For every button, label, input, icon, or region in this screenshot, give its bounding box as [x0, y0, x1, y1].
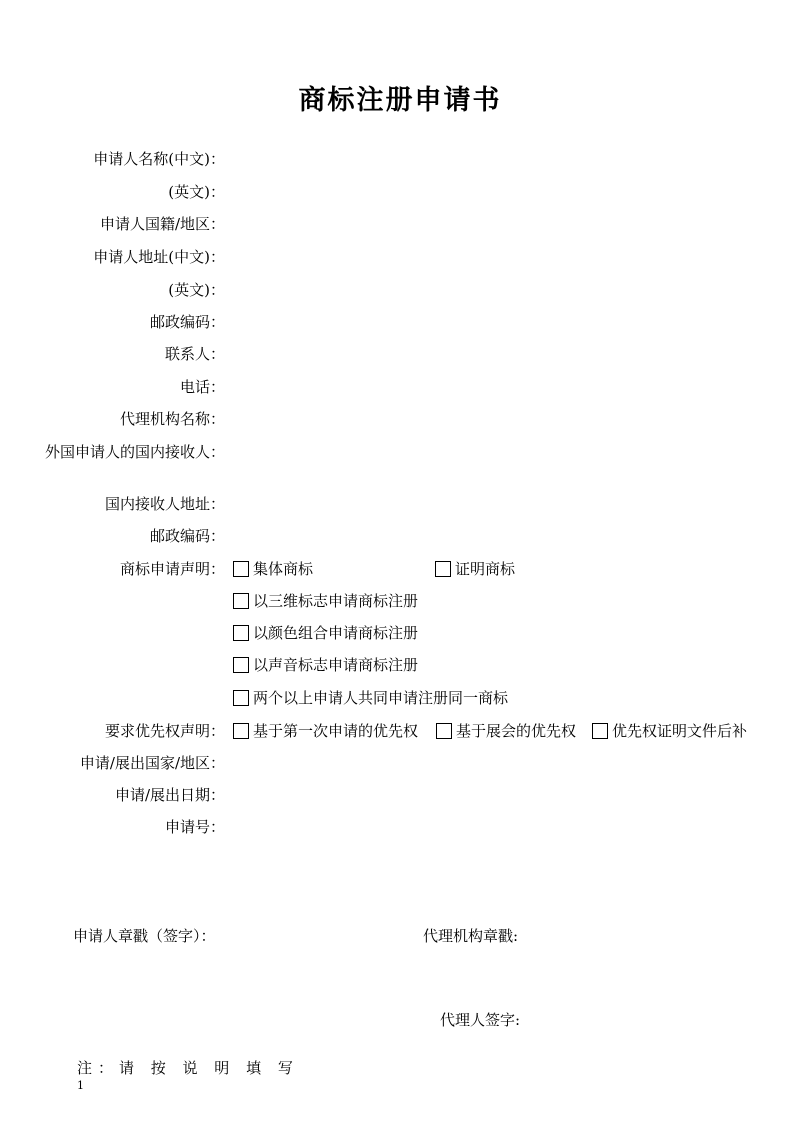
address-en-label: (英文)： — [168, 281, 225, 299]
applicant-name-en-row — [0, 180, 800, 204]
later-proof-priority-option[interactable] — [592, 719, 747, 743]
applicant-name-en-label: (英文)： — [168, 183, 225, 201]
agent-signature-label: 代理人签字: — [440, 1011, 521, 1029]
postcode-row — [0, 310, 800, 334]
nationality-row — [0, 212, 800, 236]
country-label: 申请/展出国家/地区： — [79, 754, 225, 772]
joint-application-option[interactable] — [233, 686, 508, 710]
joint-row — [0, 686, 800, 710]
address-cn-row — [0, 245, 800, 269]
sound-mark-label: 以声音标志申请商标注册 — [253, 656, 419, 674]
date-row — [0, 783, 800, 807]
applicant-seal-label: 申请人章戳（签字）： — [73, 927, 216, 945]
joint-application-checkbox[interactable] — [233, 690, 249, 706]
collective-mark-checkbox[interactable] — [233, 561, 249, 577]
agency-name-label: 代理机构名称： — [119, 410, 225, 428]
address-en-row — [0, 278, 800, 302]
priority-row — [0, 719, 800, 743]
first-application-priority-option[interactable] — [233, 719, 418, 743]
three-d-checkbox[interactable] — [233, 593, 249, 609]
postcode-label: 邮政编码： — [149, 313, 225, 331]
fill-instructions-note: 注：请 按 说 明 填 写 — [77, 1059, 299, 1077]
certification-mark-option[interactable] — [435, 557, 515, 581]
agency-seal-label: 代理机构章戳: — [423, 927, 519, 945]
applicant-name-cn-label: 申请人名称(中文)： — [93, 150, 225, 168]
color-row — [0, 621, 800, 645]
collective-mark-label: 集体商标 — [253, 560, 314, 578]
later-proof-priority-label: 优先权证明文件后补 — [612, 722, 748, 740]
phone-label: 电话： — [179, 378, 225, 396]
receiver-postcode-row — [0, 524, 800, 548]
domestic-receiver-row — [0, 440, 800, 464]
contact-label: 联系人： — [164, 345, 225, 363]
phone-row — [0, 375, 800, 399]
certification-mark-label: 证明商标 — [455, 560, 516, 578]
sound-mark-checkbox[interactable] — [233, 657, 249, 673]
color-combination-option[interactable] — [233, 621, 418, 645]
country-row — [0, 751, 800, 775]
agency-name-row — [0, 407, 800, 431]
declaration-row — [0, 557, 800, 581]
certification-mark-checkbox[interactable] — [435, 561, 451, 577]
receiver-address-label: 国内接收人地址： — [104, 495, 225, 513]
date-label: 申请/展出日期： — [114, 786, 225, 804]
later-proof-priority-checkbox[interactable] — [592, 723, 608, 739]
exhibition-priority-label: 基于展会的优先权 — [456, 722, 577, 740]
form-title: 商标注册申请书 — [298, 85, 502, 116]
color-combination-label: 以颜色组合申请商标注册 — [253, 624, 419, 642]
first-application-priority-label: 基于第一次申请的优先权 — [253, 722, 419, 740]
exhibition-priority-checkbox[interactable] — [436, 723, 452, 739]
contact-row — [0, 342, 800, 366]
application-number-label: 申请号： — [164, 818, 225, 836]
sound-mark-option[interactable] — [233, 653, 418, 677]
three-d-option[interactable] — [233, 589, 418, 613]
first-application-priority-checkbox[interactable] — [233, 723, 249, 739]
declaration-label: 商标申请声明： — [119, 560, 225, 578]
exhibition-priority-option[interactable] — [436, 719, 576, 743]
three-d-row — [0, 589, 800, 613]
application-number-row — [0, 815, 800, 839]
applicant-name-cn-row — [0, 147, 800, 171]
address-cn-label: 申请人地址(中文)： — [93, 248, 225, 266]
page-number: 1 — [77, 1079, 84, 1092]
receiver-address-row — [0, 492, 800, 516]
sound-row — [0, 653, 800, 677]
priority-label: 要求优先权声明： — [104, 722, 225, 740]
color-combination-checkbox[interactable] — [233, 625, 249, 641]
receiver-postcode-label: 邮政编码： — [149, 527, 225, 545]
collective-mark-option[interactable] — [233, 557, 313, 581]
joint-application-label: 两个以上申请人共同申请注册同一商标 — [253, 689, 509, 707]
three-d-label: 以三维标志申请商标注册 — [253, 592, 419, 610]
nationality-label: 申请人国籍/地区： — [99, 215, 225, 233]
domestic-receiver-label: 外国申请人的国内接收人： — [44, 443, 225, 461]
